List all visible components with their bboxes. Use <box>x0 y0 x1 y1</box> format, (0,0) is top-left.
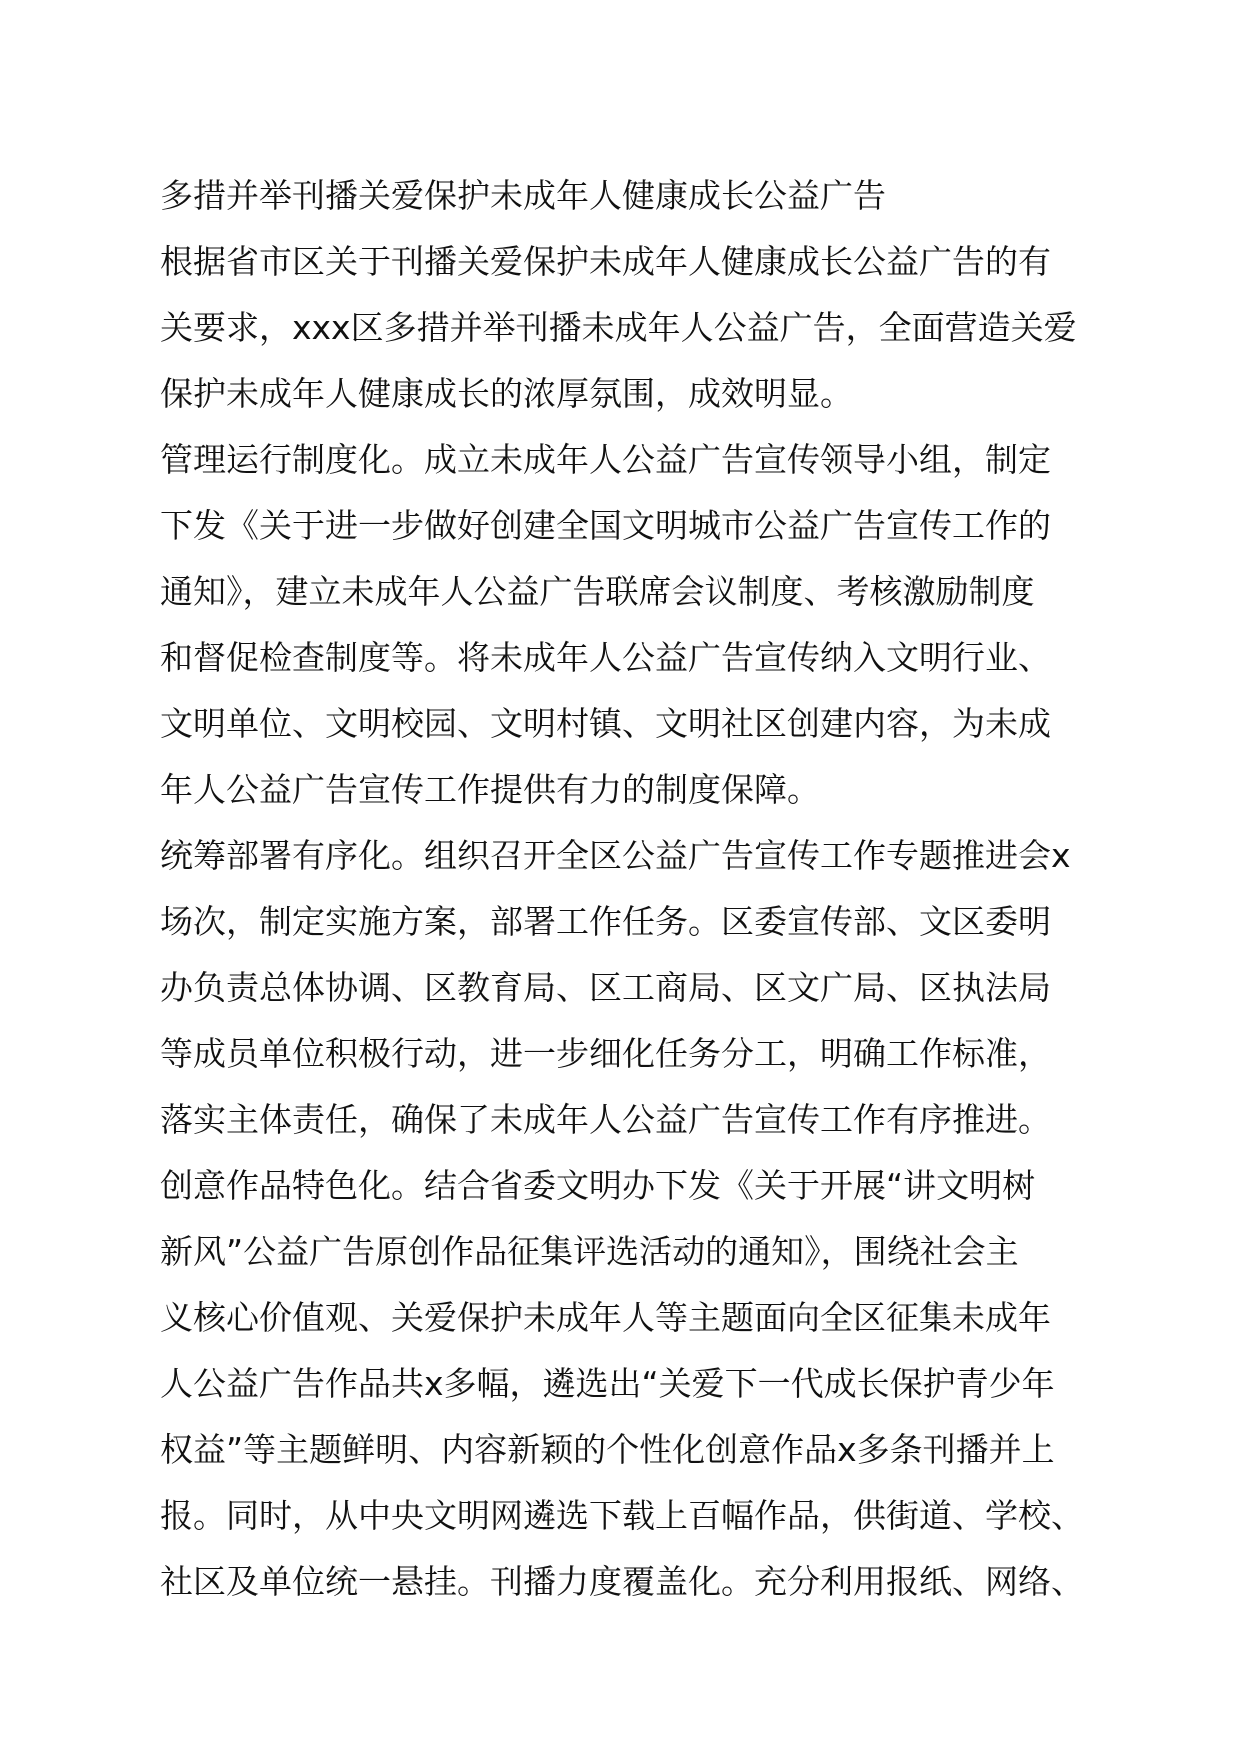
paragraph-line: 创意作品特色化。结合省委文明办下发《关于开展“讲文明树 <box>160 1166 1036 1205</box>
paragraph-line: 通知》，建立未成年人公益广告联席会议制度、考核激励制度 <box>160 572 1035 611</box>
document-title: 多措并举刊播关爱保护未成年人健康成长公益广告 <box>160 176 886 215</box>
paragraph-line: 人公益广告作品共x多幅，遴选出“关爱下一代成长保护青少年 <box>160 1364 1055 1403</box>
paragraph-line: 文明单位、文明校园、文明村镇、文明社区创建内容，为未成 <box>160 704 1051 743</box>
document-body <box>160 163 1100 1615</box>
paragraph-line: 社区及单位统一悬挂。刊播力度覆盖化。充分利用报纸、网络、 <box>160 1562 1084 1601</box>
paragraph-line: 下发《关于进一步做好创建全国文明城市公益广告宣传工作的 <box>160 506 1051 545</box>
paragraph <box>160 229 1100 427</box>
paragraph <box>160 823 1100 1153</box>
paragraph-line: 管理运行制度化。成立未成年人公益广告宣传领导小组，制定 <box>160 440 1051 479</box>
paragraph-line: 场次，制定实施方案，部署工作任务。区委宣传部、文区委明 <box>160 902 1051 941</box>
paragraph-line: 和督促检查制度等。将未成年人公益广告宣传纳入文明行业、 <box>160 638 1051 677</box>
paragraph-line: 根据省市区关于刊播关爱保护未成年人健康成长公益广告的有 <box>160 242 1051 281</box>
paragraph-line: 关要求，xxx区多措并举刊播未成年人公益广告，全面营造关爱 <box>160 308 1077 347</box>
paragraph-line: 义核心价值观、关爱保护未成年人等主题面向全区征集未成年 <box>160 1298 1051 1337</box>
paragraph <box>160 427 1100 823</box>
paragraph-list <box>160 229 1100 1615</box>
paragraph-line: 落实主体责任，确保了未成年人公益广告宣传工作有序推进。 <box>160 1100 1051 1139</box>
paragraph-line: 保护未成年人健康成长的浓厚氛围，成效明显。 <box>160 374 853 413</box>
paragraph-line: 办负责总体协调、区教育局、区工商局、区文广局、区执法局 <box>160 968 1051 1007</box>
paragraph-line: 新风”公益广告原创作品征集评选活动的通知》，围绕社会主 <box>160 1232 1019 1271</box>
paragraph-line: 统筹部署有序化。组织召开全区公益广告宣传工作专题推进会x <box>160 836 1071 875</box>
paragraph <box>160 1153 1100 1615</box>
paragraph-line: 等成员单位积极行动，进一步细化任务分工，明确工作标准， <box>160 1034 1051 1073</box>
paragraph-line: 报。同时，从中央文明网遴选下载上百幅作品，供街道、学校、 <box>160 1496 1084 1535</box>
paragraph-line: 权益”等主题鲜明、内容新颖的个性化创意作品x多条刊播并上 <box>160 1430 1055 1469</box>
paragraph-line: 年人公益广告宣传工作提供有力的制度保障。 <box>160 770 820 809</box>
